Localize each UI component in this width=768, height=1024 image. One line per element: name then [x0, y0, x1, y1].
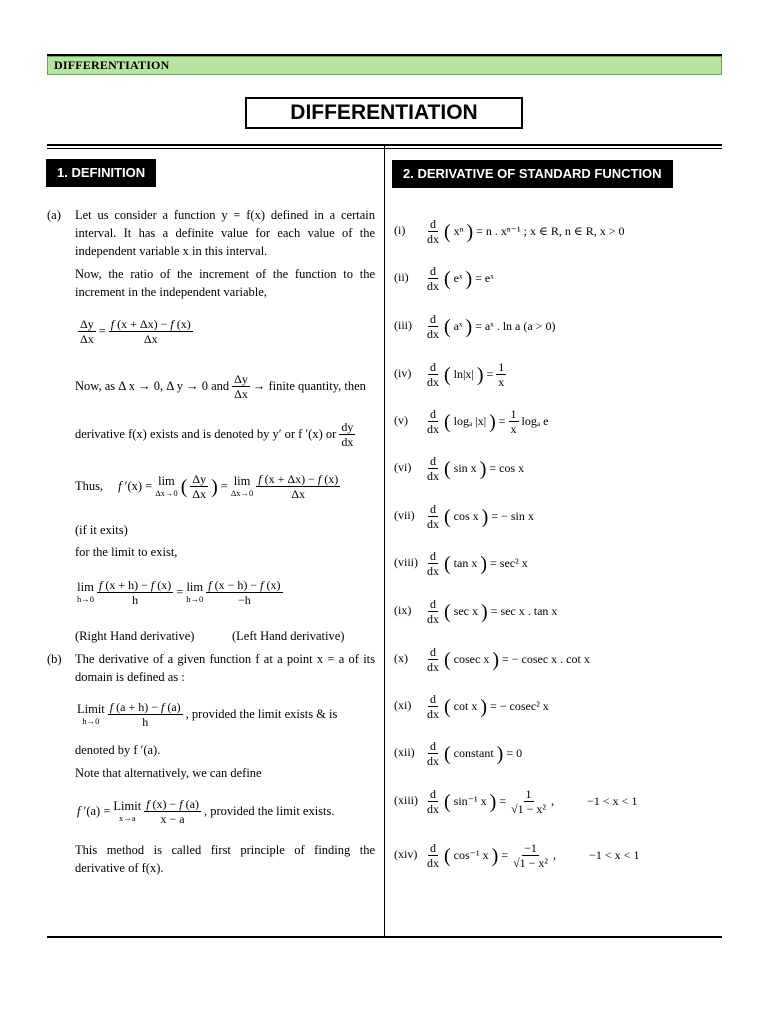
derivative-item-number: (x): [394, 651, 408, 665]
derivative-argument: sin⁻¹ x: [453, 794, 487, 808]
result-fraction: $\frac{1}{\text{√1 − x²}}$: [511, 787, 547, 816]
derivative-item-number: (viii): [394, 555, 418, 569]
running-header-label: DIFFERENTIATION: [54, 58, 170, 72]
derivative-argument: sin x: [453, 461, 477, 475]
log-tail: logₐ e: [521, 414, 549, 428]
result-fraction: $\frac{-1}{\text{√1 − x²}}$: [513, 841, 549, 870]
derivative-result: =: [499, 794, 507, 808]
first-principle-text: This method is called first principle of finding the derivative of f(x).: [75, 843, 375, 875]
derivative-result: = aˣ . ln a (a > 0): [475, 319, 556, 333]
derivative-notation: derivative f(x) exists and is denoted by y′ or f ′(x) or $\frac{dy}{dx}$: [75, 420, 354, 449]
derivative-item-number: (xii): [394, 745, 415, 759]
if-it-exits-note: (if it exits): [75, 523, 128, 537]
derivative-result: =: [498, 414, 506, 428]
derivative-item-number: (v): [394, 413, 408, 427]
derivative-result: = sec x . tan x: [490, 604, 558, 618]
denoted-text: denoted by f ′(a).: [75, 743, 161, 757]
derivative-argument: constant: [453, 746, 494, 760]
derivative-formula: $\frac{d}{dx}$ ( eˣ ) = eˣ: [427, 264, 494, 293]
result-fraction: $\frac{1}{x}$: [498, 360, 505, 389]
point-derivative-formula: Limit h→0 $\frac{f (a + h) - f (a)}{h}$ , provided the limit exists & is: [77, 700, 338, 729]
derivative-result: = eˣ: [475, 271, 494, 285]
bottom-rule: [47, 936, 722, 938]
alternative-formula: f ′(a) = Limit x→a $\frac{f (x) - f (a)}{x - a}$ , provided the limit exists.: [77, 797, 335, 826]
derivative-formula: $\frac{d}{dx}$ ( sec x ) = sec x . tan x: [427, 597, 558, 626]
derivative-item-number: (iii): [394, 318, 412, 332]
derivative-formula: $\frac{d}{dx}$ ( logₐ |x| ) = $\frac{1}{x}$ logₐ e: [427, 407, 549, 436]
item-marker-a: (a): [47, 208, 61, 222]
provided-limit-text: , provided the limit exists & is: [185, 707, 338, 721]
derivative-result: = − cosec x . cot x: [502, 652, 590, 666]
derivative-formula: $\frac{d}{dx}$ ( cos⁻¹ x ) = $\frac{-1}{\text{√1 − x²}}$ , −1 < x < 1: [427, 841, 640, 870]
right-hand-derivative-label: (Right Hand derivative): [75, 629, 195, 643]
derivative-formula: $\frac{d}{dx}$ ( sin x ) = cos x: [427, 454, 525, 483]
left-hand-derivative-label: (Left Hand derivative): [232, 629, 345, 643]
derivative-result: = sec² x: [490, 556, 528, 570]
derivative-argument: cot x: [453, 699, 478, 713]
derivative-notation-text: derivative f(x) exists and is denoted by y′ or f ′(x) or: [75, 427, 337, 441]
derivative-formula: $\frac{d}{dx}$ ( cosec x ) = − cosec x . cot x: [427, 645, 590, 674]
derivative-item-number: (xi): [394, 698, 412, 712]
derivative-argument: tan x: [453, 556, 478, 570]
derivative-result: = − sin x: [491, 509, 534, 523]
derivative-item-number: (vi): [394, 460, 412, 474]
derivative-formula: $\frac{d}{dx}$ ( xⁿ ) = n . xⁿ⁻¹ ; x ∈ R, n ∈ R, x > 0: [427, 217, 625, 246]
derivative-formula: $\frac{d}{dx}$ ( cot x ) = − cosec² x: [427, 692, 549, 721]
derivative-result: = cos x: [489, 461, 525, 475]
two-sided-limit-formula: lim h→0 $\frac{f (x + h) - f (x)}{h}$ = lim h→0 $\frac{f (x - h) - f (x)}{-h}$: [77, 578, 281, 607]
derivative-formula: $\frac{d}{dx}$ ( constant ) = 0: [427, 739, 523, 768]
for-limit-note: for the limit to exist,: [75, 545, 178, 559]
page-title: DIFFERENTIATION: [245, 97, 523, 129]
derivative-formula: $\frac{d}{dx}$ ( ln|x| ) = $\frac{1}{x}$: [427, 360, 505, 389]
derivative-argument: logₐ |x|: [453, 414, 487, 428]
ratio-formula: $\frac{\Delta y}{\Delta x}$ = $\frac{f (x + \Delta x) - f (x)}{\Delta x}$: [80, 317, 191, 346]
derivative-argument: ln|x|: [453, 367, 474, 381]
column-divider: [384, 146, 385, 936]
derivative-argument: cos⁻¹ x: [453, 848, 489, 862]
point-derivative-para: The derivative of a given function f at a point x = a of its domain is defined as :: [75, 652, 375, 684]
section-heading-definition: 1. DEFINITION: [46, 159, 156, 187]
section-heading-standard-derivatives: 2. DERIVATIVE OF STANDARD FUNCTION: [392, 160, 673, 188]
derivative-item-number: (iv): [394, 366, 412, 380]
finite-quantity-text: → finite quantity, then: [252, 379, 366, 393]
derivative-argument: aˣ: [453, 319, 463, 333]
derivative-formula: $\frac{d}{dx}$ ( sin⁻¹ x ) = $\frac{1}{\text{√1 − x²}}$ , −1 < x < 1: [427, 787, 638, 816]
derivative-limit-formula: Thus, f ′(x) = lim Δx→0 ( $\frac{\Delta y}{\Delta x}$ ) = lim Δx→0 $\frac{f (x + \Delta x) - f (x)}{\Delta x}$: [75, 472, 339, 501]
derivative-item-number: (i): [394, 223, 406, 237]
limit-statement: Now, as Δ x → 0, Δ y → 0 and $\frac{\Delta y}{\Delta x}$ → finite quantity, then: [75, 372, 366, 401]
provided-limit-exists-text: , provided the limit exists.: [203, 804, 335, 818]
derivative-argument: sec x: [453, 604, 478, 618]
running-header: [47, 56, 722, 75]
derivative-formula: $\frac{d}{dx}$ ( cos x ) = − sin x: [427, 502, 534, 531]
derivative-result: = n . xⁿ⁻¹ ; x ∈ R, n ∈ R, x > 0: [476, 224, 625, 238]
derivative-result: = 0: [506, 746, 523, 760]
domain-condition: −1 < x < 1: [587, 794, 638, 808]
derivative-formula: $\frac{d}{dx}$ ( aˣ ) = aˣ . ln a (a > 0): [427, 312, 556, 341]
thus-label: Thus,: [75, 479, 104, 493]
item-marker-b: (b): [47, 652, 62, 666]
derivative-result: =: [486, 367, 494, 381]
derivative-item-number: (xiii): [394, 793, 418, 807]
derivative-argument: eˣ: [453, 271, 463, 285]
result-fraction: $\frac{1}{x}$: [510, 407, 517, 436]
derivative-result: =: [501, 848, 509, 862]
derivative-argument: cosec x: [453, 652, 490, 666]
alternative-text: Note that alternatively, we can define: [75, 766, 262, 780]
definition-para-2: Now, the ratio of the increment of the function to the increment in the independent variable,: [75, 267, 375, 299]
definition-para-1: Let us consider a function y = f(x) defined in a certain interval. It has a definite value for each value of the independent variable x in this interval.: [75, 208, 375, 258]
derivative-argument: xⁿ: [453, 224, 464, 238]
domain-condition: −1 < x < 1: [589, 848, 640, 862]
derivative-item-number: (ii): [394, 270, 409, 284]
derivative-argument: cos x: [453, 509, 479, 523]
limit-statement-text: Now, as Δ x → 0, Δ y → 0 and: [75, 379, 230, 393]
derivative-item-number: (xiv): [394, 847, 418, 861]
derivative-item-number: (ix): [394, 603, 412, 617]
derivative-item-number: (vii): [394, 508, 415, 522]
derivative-formula: $\frac{d}{dx}$ ( tan x ) = sec² x: [427, 549, 528, 578]
derivative-result: = − cosec² x: [490, 699, 549, 713]
